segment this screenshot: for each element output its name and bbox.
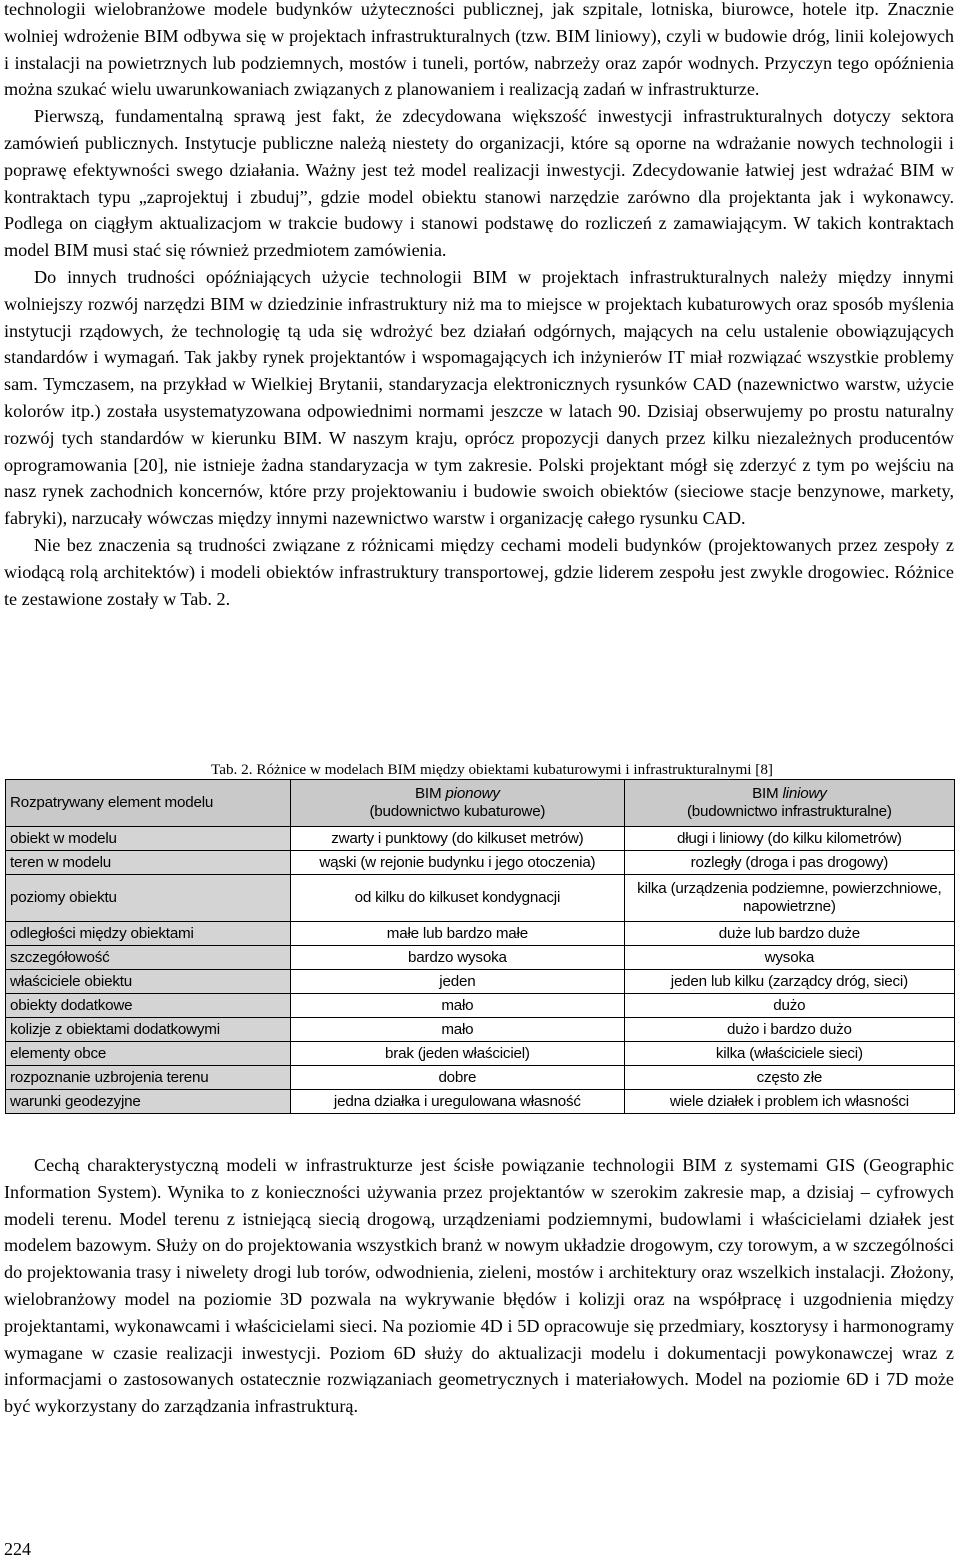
page-number: 224 — [4, 1539, 31, 1559]
cell-vertical: mało — [291, 994, 625, 1018]
cell-linear: często złe — [624, 1066, 954, 1090]
table-caption: Tab. 2. Różnice w modelach BIM między obiektami kubaturowymi i infrastrukturalnymi [8] — [210, 761, 773, 778]
paragraph: Do innych trudności opóźniających użycie technologii BIM w projektach infrastrukturalnych należy między innymi wolniejszy rozwój narzędzi BIM w dziedzinie infrastruktury niż ma to miejsce w projektach kubaturowych oraz sposób myślenia instytucji rządowych, że technologię tą uda się wdrożyć bez działań odgórnych, mających na celu ustalenie obowiązujących standardów i wymagań. Tak jakby rynek projektantów i wspomagających ich inżynierów IT miał rozwiązać wszystkie problemy sam. Tymczasem, na przykład w Wielkiej Brytanii, standaryzacja elektronicznych rysunków CAD (nazewnictwo warstw, użycie kolorów itp.) została usystematyzowana odpowiednimi normami jeszcze w latach 90. Dzisiaj obserwujemy po prostu naturalny rozwój tych standardów w kierunku BIM. W naszym kraju, oprócz propozycji danych przez kilku niezależnych producentów oprogramowania [20], nie istnieje żadna standaryzacja w tym zakresie. Polski projektant mógł się zderzyć z tym po wejściu na nasz rynek zachodnich koncernów, które przy projektowaniu i budowie swoich obiektów (sieciowe stacje benzynowe, markety, fabryki), narzucały wówczas między innymi nazewnictwo warstw i organizację całego rysunku CAD. — [4, 266, 954, 529]
table-row — [6, 1066, 955, 1090]
cell-linear: rozległy (droga i pas drogowy) — [624, 851, 954, 875]
cell-linear: kilka (właściciele sieci) — [624, 1042, 954, 1066]
header-linear-bim — [624, 780, 954, 827]
cell-vertical: mało — [291, 1018, 625, 1042]
row-label: obiekty dodatkowe — [6, 994, 291, 1018]
row-label: właściciele obiektu — [6, 970, 291, 994]
row-label: szczegółowość — [6, 946, 291, 970]
paragraph: technologii wielobranżowe modele budynków użyteczności publicznej, jak szpitale, lotniska, biurowce, hotele itp. Znacznie wolniej wdrożenie BIM odbywa się w projektach infrastrukturalnych (tzw. BIM liniowy), czyli w budowie dróg, linii kolejowych i instalacji na powietrznych lub podziemnych, mostów i tuneli, portów, nabrzeży oraz zapór wodnych. Przyczyn tego opóźnienia można szukać wielu uwarunkowaniach związanych z planowaniem i realizacją zadań w infrastrukturze. — [4, 0, 954, 100]
body-text-bottom — [4, 1152, 954, 1420]
table-row — [6, 1042, 955, 1066]
cell-linear: duże lub bardzo duże — [624, 922, 954, 946]
table-header-row — [6, 780, 955, 827]
table-row — [6, 946, 955, 970]
row-label: elementy obce — [6, 1042, 291, 1066]
cell-linear: dużo i bardzo dużo — [624, 1018, 954, 1042]
header-vertical-sub: (budownictwo kubaturowe) — [369, 803, 546, 820]
paragraph: Cechą charakterystyczną modeli w infrastrukturze jest ścisłe powiązanie technologii BIM z systemami GIS (Geographic Information System). Wynika to z konieczności używania przez projektantów w szerokim zakresie map, a dzisiaj – cyfrowych modeli terenu. Model terenu z istniejącą siecią drogową, urządzeniami podziemnymi, budowlami i właścicielami działek jest modelem bazowym. Służy on do projektowania wszystkich branż w nowym układzie drogowym, czy torowym, a w szczególności do projektowania trasy i niwelety drogi lub torów, odwodnienia, zieleni, mostów i architektury oraz wszelkich instalacji. Złożony, wielobranżowy model na poziomie 3D pozwala na wykrywanie błędów i kolizji oraz na współpracę i uzgodnienia między projektantami, wykonawcami i właścicielami sieci. Na poziomie 4D i 5D opracowuje się przedmiary, kosztorysy i harmonogramy wymagane w czasie realizacji inwestycji. Poziom 6D służy do aktualizacji modelu i dokumentacji powykonawczej wraz z informacjami o zastosowanych ostatecznie rozwiązaniach geometrycznych i materiałowych. Model na poziomie 6D i 7D może być wykorzystany do zarządzania infrastrukturą. — [4, 1155, 954, 1417]
row-label: warunki geodezyjne — [6, 1090, 291, 1114]
row-label: kolizje z obiektami dodatkowymi — [6, 1018, 291, 1042]
cell-linear: wiele działek i problem ich własności — [624, 1090, 954, 1114]
cell-linear: wysoka — [624, 946, 954, 970]
row-label: rozpoznanie uzbrojenia terenu — [6, 1066, 291, 1090]
paragraph: Pierwszą, fundamentalną sprawą jest fakt, że zdecydowana większość inwestycji infrastrukturalnych dotyczy sektora zamówień publicznych. Instytucje publiczne należą niestety do organizacji, które są oporne na wdrażanie nowych technologii i poprawę efektywności swego działania. Ważny jest też model realizacji inwestycji. Zdecydowanie łatwiej jest wdrażać BIM w kontraktach typu „zaprojektuj i zbuduj”, gdzie model obiektu stanowi narzędzie zarówno dla projektanta jak i wykonawcy. Podlega on ciągłym aktualizacjom w trakcie budowy i stanowi podstawę do rozliczeń z zamawiającym. W takich kontraktach model BIM musi stać się również przedmiotem zamówienia. — [4, 106, 954, 261]
table-row — [6, 827, 955, 851]
row-label: teren w modelu — [6, 851, 291, 875]
cell-vertical: jeden — [291, 970, 625, 994]
header-linear-prefix: BIM — [752, 785, 783, 802]
cell-linear: kilka (urządzenia podziemne, powierzchniowe, napowietrzne) — [624, 875, 954, 922]
row-label: obiekt w modelu — [6, 827, 291, 851]
cell-linear: jeden lub kilku (zarządcy dróg, sieci) — [624, 970, 954, 994]
header-element: Rozpatrywany element modelu — [6, 780, 291, 827]
comparison-table-wrapper — [5, 779, 955, 1114]
header-vertical-em: pionowy — [445, 785, 500, 802]
cell-vertical: małe lub bardzo małe — [291, 922, 625, 946]
table-row — [6, 851, 955, 875]
cell-vertical: zwarty i punktowy (do kilkuset metrów) — [291, 827, 625, 851]
cell-vertical: wąski (w rejonie budynku i jego otoczenia) — [291, 851, 625, 875]
body-text-top — [4, 0, 954, 612]
header-linear-em: liniowy — [782, 785, 827, 802]
cell-vertical: bardzo wysoka — [291, 946, 625, 970]
header-linear-sub: (budownictwo infrastrukturalne) — [686, 803, 892, 820]
header-vertical-bim — [291, 780, 625, 827]
header-vertical-prefix: BIM — [415, 785, 446, 802]
table-row — [6, 1090, 955, 1114]
cell-vertical: od kilku do kilkuset kondygnacji — [291, 875, 625, 922]
table-row — [6, 970, 955, 994]
table-row — [6, 994, 955, 1018]
cell-vertical: dobre — [291, 1066, 625, 1090]
row-label: odległości między obiektami — [6, 922, 291, 946]
table-row — [6, 922, 955, 946]
cell-linear: długi i liniowy (do kilku kilometrów) — [624, 827, 954, 851]
cell-linear: dużo — [624, 994, 954, 1018]
cell-vertical: jedna działka i uregulowana własność — [291, 1090, 625, 1114]
row-label: poziomy obiektu — [6, 875, 291, 922]
table-row — [6, 1018, 955, 1042]
paragraph: Nie bez znaczenia są trudności związane z różnicami między cechami modeli budynków (projektowanych przez zespoły z wiodącą rolą architektów) i modeli obiektów infrastruktury transportowej, gdzie liderem zespołu jest zwykle drogowiec. Różnice te zestawione zostały w Tab. 2. — [4, 534, 954, 609]
cell-vertical: brak (jeden właściciel) — [291, 1042, 625, 1066]
comparison-table — [5, 779, 955, 1114]
table-row — [6, 875, 955, 922]
